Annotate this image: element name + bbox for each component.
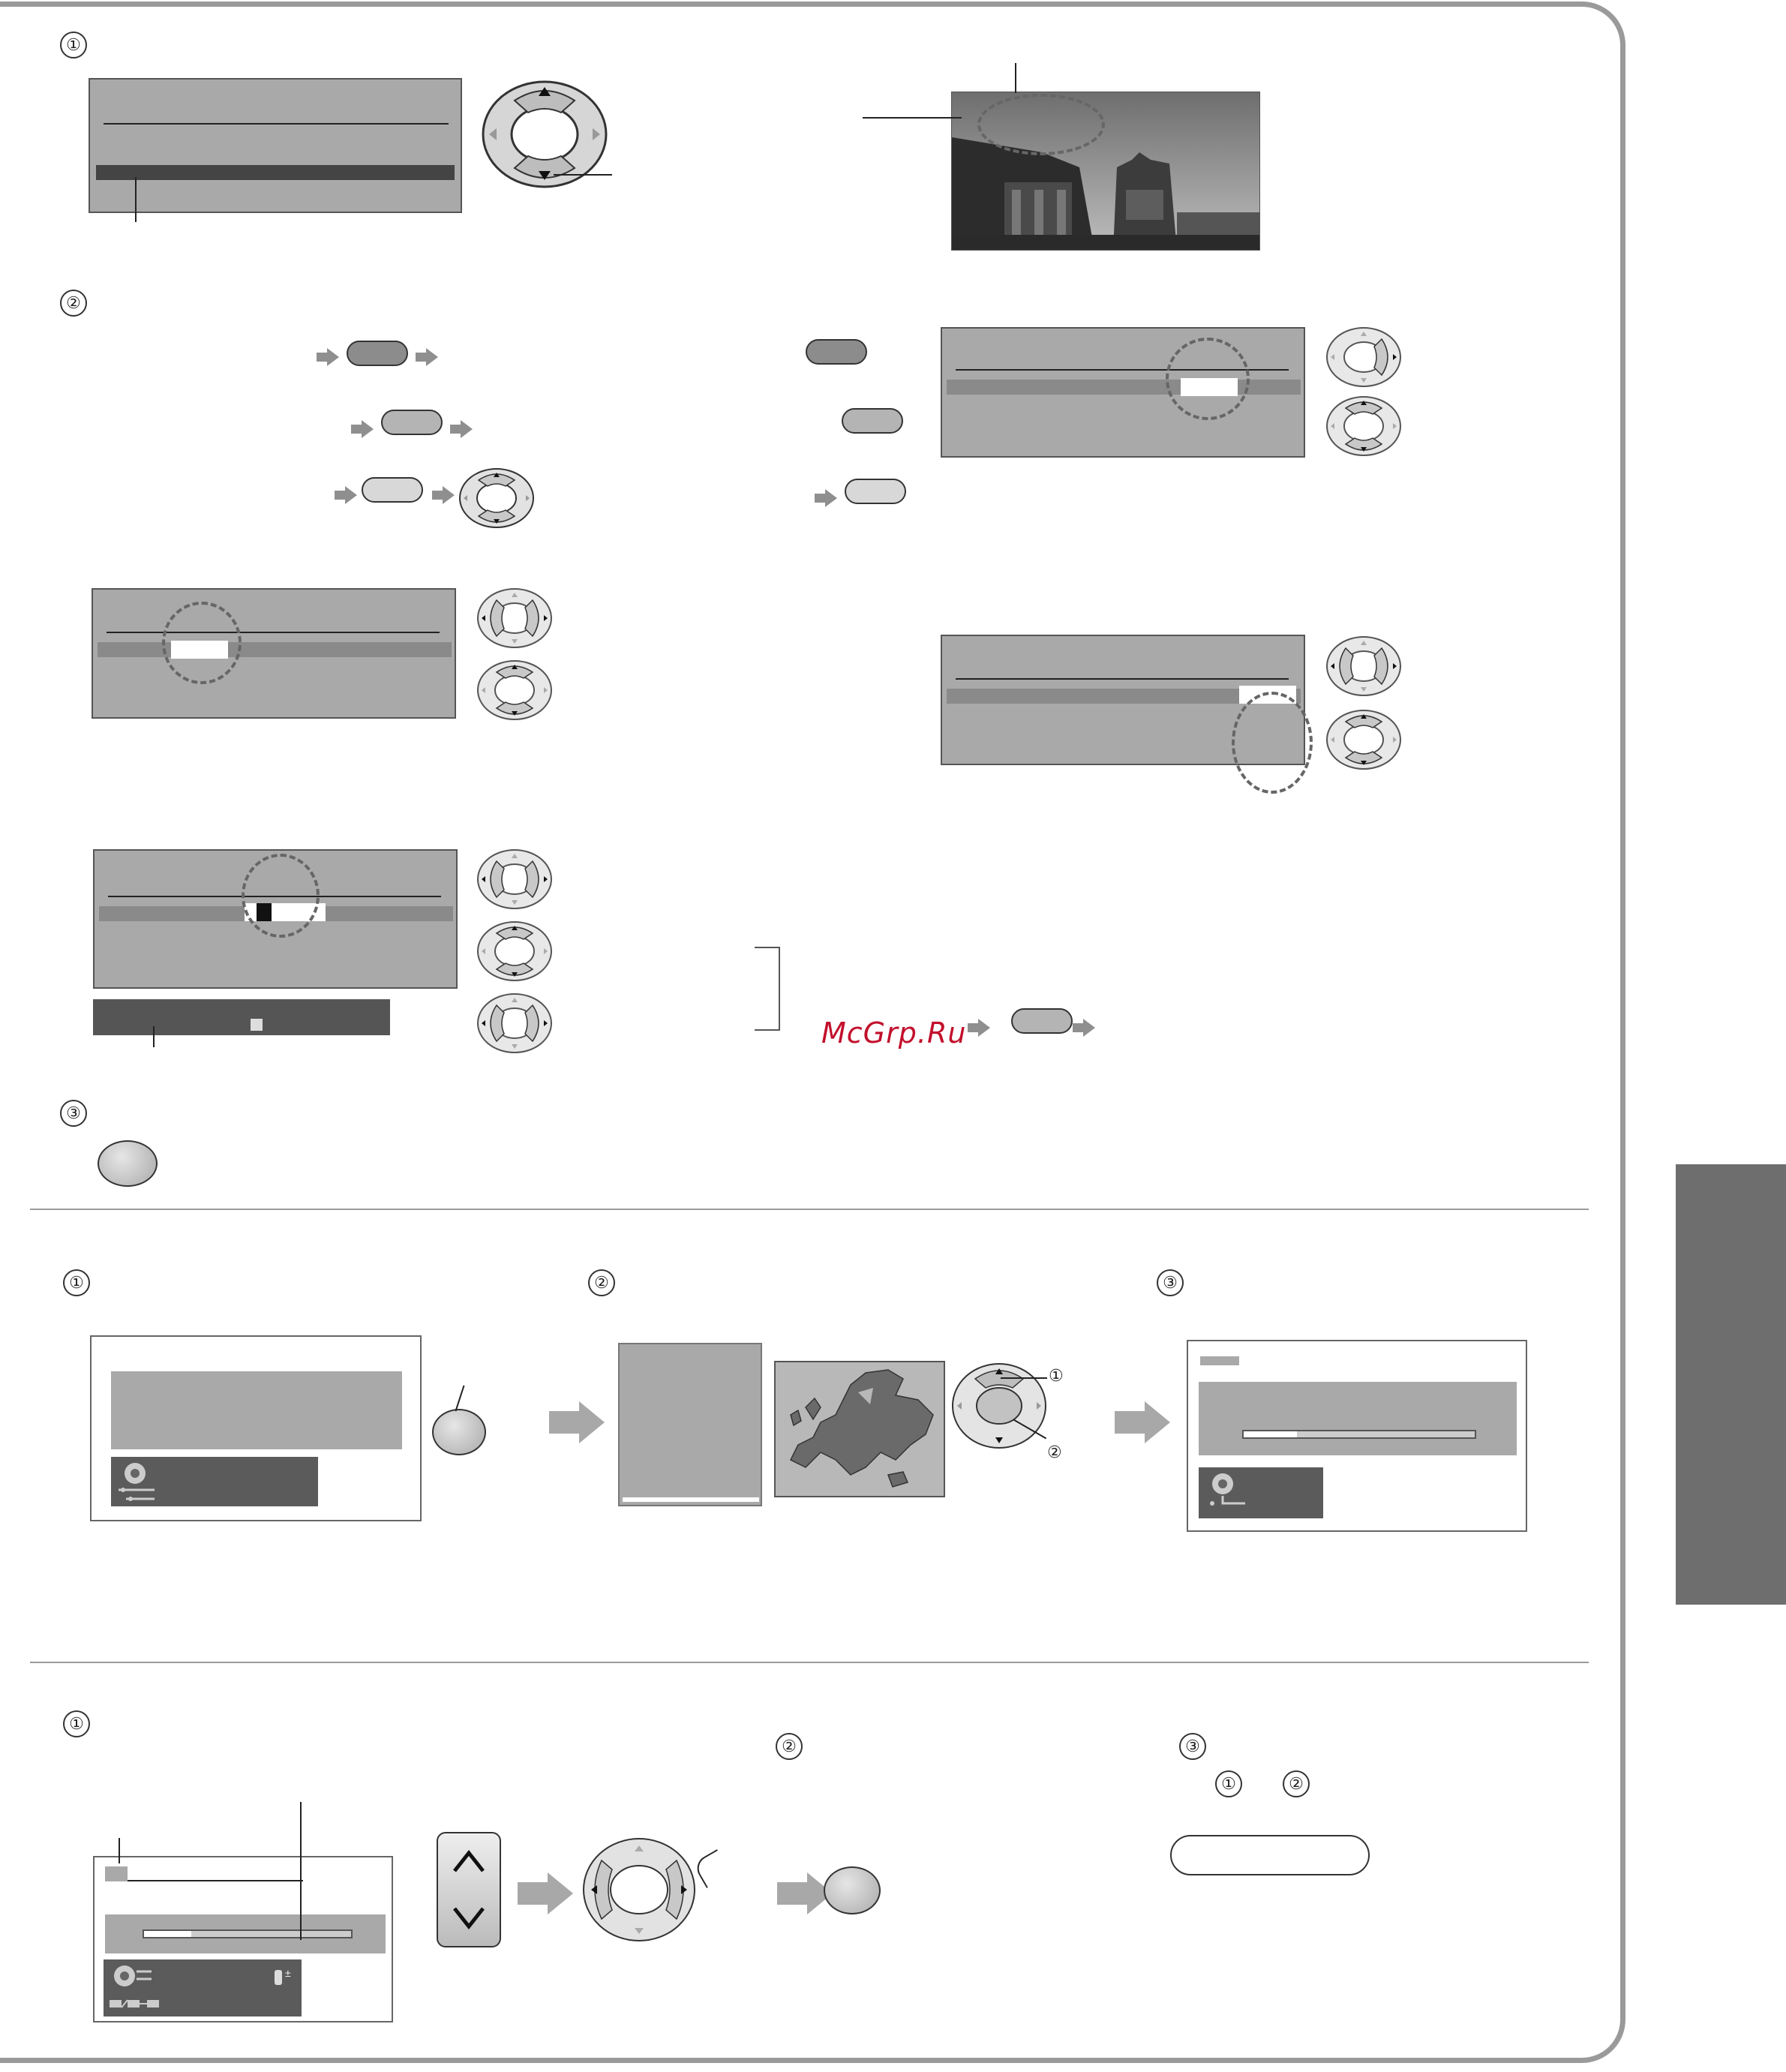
progress-bar — [143, 1929, 353, 1938]
step-number-1: ① — [63, 1269, 90, 1296]
round-button-icon[interactable] — [824, 1866, 881, 1914]
channel-up-down-icon[interactable] — [437, 1832, 501, 1947]
callout-line — [1001, 1377, 1047, 1379]
step-number-3: ③ — [1179, 1733, 1206, 1760]
progress-bar — [1242, 1430, 1476, 1439]
dpad-icon[interactable] — [950, 1361, 1049, 1451]
wide-pill-button[interactable] — [1170, 1835, 1370, 1875]
dpad-icon[interactable] — [476, 659, 554, 722]
callout-label: ② — [1047, 1443, 1062, 1462]
menu-screen-left-2 — [92, 588, 456, 719]
arrow-icon — [825, 489, 837, 507]
round-button-icon[interactable] — [432, 1409, 486, 1455]
step-number-3: ③ — [60, 1100, 87, 1127]
help-panel — [111, 1457, 318, 1506]
dpad-icon[interactable] — [1325, 395, 1403, 458]
callout-line — [863, 117, 962, 119]
big-arrow-icon — [579, 1401, 605, 1443]
arrow-icon — [443, 486, 455, 504]
arrow-icon — [345, 486, 357, 504]
divider — [30, 1209, 1589, 1210]
menu-screen-a1 — [89, 78, 462, 213]
button-dark[interactable] — [806, 339, 867, 365]
help-panel — [104, 1959, 302, 2016]
arrow-icon — [362, 420, 374, 438]
callout-line — [119, 1838, 120, 1863]
plusminus-label: ± — [285, 1967, 291, 1979]
arrow-icon — [1083, 1019, 1095, 1037]
watermark: McGrp.Ru — [821, 1016, 967, 1050]
scan-screen-b3 — [1187, 1340, 1527, 1532]
help-panel — [1199, 1467, 1323, 1518]
dpad-icon — [108, 1962, 168, 2012]
callout-line — [300, 1802, 302, 1940]
step-number-1: ① — [63, 1710, 90, 1737]
dpad-icon[interactable] — [476, 587, 554, 650]
callout-line — [153, 1026, 155, 1047]
manual-tuning-screen — [93, 1856, 393, 2022]
arrow-icon — [426, 348, 438, 366]
button-light[interactable] — [845, 479, 906, 504]
city-photo — [951, 92, 1260, 251]
country-list-screen — [618, 1343, 762, 1506]
button-mid[interactable] — [842, 408, 903, 434]
dpad-icon[interactable] — [476, 992, 554, 1055]
dpad-icon — [117, 1460, 162, 1503]
menu-screen-left-3 — [93, 849, 458, 989]
callout-line — [554, 174, 612, 176]
highlight-bar — [96, 165, 455, 180]
step-number-1: ① — [60, 32, 87, 59]
dpad-icon[interactable] — [458, 467, 536, 530]
step-number-2: ② — [776, 1733, 803, 1760]
callout-line — [1015, 63, 1016, 93]
step-number-3: ③ — [1157, 1269, 1184, 1296]
dpad-icon[interactable] — [1325, 326, 1403, 389]
dpad-icon[interactable] — [581, 1835, 698, 1944]
round-button-icon[interactable] — [98, 1140, 158, 1187]
button-dark[interactable] — [347, 341, 408, 366]
dpad-icon — [1205, 1470, 1250, 1514]
big-arrow-icon — [1145, 1401, 1170, 1443]
arrow-icon — [327, 348, 339, 366]
dpad-icon[interactable] — [1325, 708, 1403, 771]
big-arrow-icon — [548, 1872, 573, 1914]
step-number-2: ② — [588, 1269, 615, 1296]
callout-line — [135, 177, 137, 222]
dpad-icon[interactable] — [1325, 635, 1403, 698]
status-bar — [93, 999, 390, 1035]
callout-label: ① — [1049, 1367, 1064, 1386]
dpad-icon[interactable] — [476, 848, 554, 911]
menu-screen-right-2 — [941, 635, 1305, 765]
step-number-2: ② — [60, 290, 87, 317]
button-mid[interactable] — [1011, 1008, 1073, 1034]
button-light[interactable] — [362, 477, 423, 503]
side-section-tab — [1676, 1164, 1786, 1605]
arrow-icon — [978, 1019, 990, 1037]
dpad-icon[interactable] — [476, 920, 554, 983]
button-mid[interactable] — [381, 410, 443, 435]
step-number-1: ① — [1215, 1770, 1242, 1797]
europe-map — [774, 1361, 945, 1497]
divider — [30, 1662, 1589, 1663]
step-number-2: ② — [1283, 1770, 1310, 1797]
menu-screen-right-1 — [941, 327, 1305, 458]
bracket — [755, 947, 780, 1031]
setup-screen-b1 — [90, 1335, 422, 1521]
arrow-icon — [461, 420, 473, 438]
